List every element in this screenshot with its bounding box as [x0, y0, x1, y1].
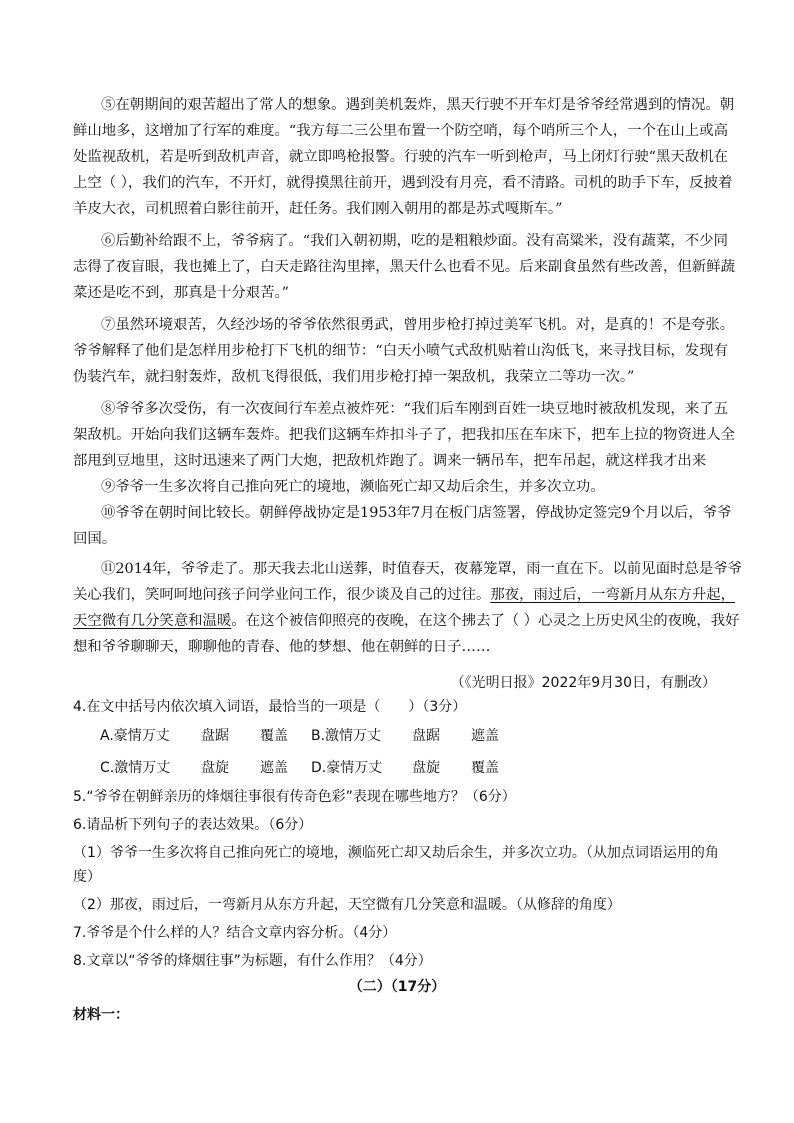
p5-line-4: 上空（ ），我们的汽车，不开灯，就得摸黑往前开，遇到没有月亮，看不清路。司机的助手下车，反披着	[73, 175, 733, 191]
p10-line-1: ⑩爷爷在朝时间比较长。朝鲜停战协定是1953年7月在板门店签署，停战协定签完9个月以后，爷爷	[101, 505, 732, 521]
question-6-sentence-1: （1）爷爷一生多次将自己推向死亡的境地，濒临死亡却又劫后余生，并多次立功。（从加点词语运用的角	[73, 845, 719, 861]
p5-line-1: ⑤在朝期间的艰苦超出了常人的想象。遇到美机轰炸，黑天行驶不开车灯是爷爷经常遇到的情况。朝	[101, 97, 735, 113]
q4-option-c-2: 盘旋	[201, 760, 229, 776]
q4-option-d-2: 盘旋	[412, 760, 440, 776]
article-source: （《光明日报》2022年9月30日，有删改）	[450, 675, 716, 691]
p7-line-2: 爷爷解释了他们是怎样用步枪打下飞机的细节：“白天小喷气式敌机贴着山沟低飞，来寻找目标，发现有	[73, 343, 728, 359]
question-5: 5.“爷爷在朝鲜亲历的烽烟往事很有传奇色彩”表现在哪些地方？（6分）	[73, 789, 516, 805]
p7-line-1: ⑦虽然环境艰苦，久经沙场的爷爷依然很勇武，曾用步枪打掉过美军飞机。对，是真的！不是夸张。	[101, 317, 735, 333]
question-6-sentence-1-cont: 度）	[73, 869, 101, 885]
p9-line: ⑨爷爷一生多次将自己推向死亡的境地，濒临死亡却又劫后余生，并多次立功。	[101, 479, 605, 495]
q4-option-d-3: 覆盖	[471, 760, 499, 776]
p5-line-2: 鲜山地多，这增加了行军的难度。“我方每二三公里布置一个防空哨，每个哨所三个人，一个在山上或高	[73, 123, 728, 139]
question-7: 7.爷爷是个什么样的人？结合文章内容分析。（4分）	[73, 925, 397, 941]
q4-option-d-1: D.豪情万丈	[311, 760, 383, 776]
p10-line-2: 回国。	[73, 531, 117, 547]
p5-line-3: 处监视敌机，若是听到敌机声音，就立即鸣枪报警。行驶的汽车一听到枪声，马上闭灯行驶“黑天敌机在	[73, 149, 728, 165]
p6-line-1: ⑥后勤补给跟不上，爷爷病了。“我们入朝初期，吃的是粗粮炒面。没有高粱米，没有蔬菜，不少同	[101, 233, 728, 249]
material-label: 材料一：	[73, 1007, 129, 1023]
p11-line-1: ⑪2014年，爷爷走了。那天我去北山送葬，时值春天，夜幕笼罩，雨一直在下。以前见面时总是爷爷	[101, 561, 743, 577]
q4-option-a-1: A.豪情万丈	[100, 728, 170, 744]
question-4-stem: 4.在文中括号内依次填入词语，最恰当的一项是（ ）（3分）	[73, 699, 467, 715]
p11-line-2-underlined: 那夜，雨过后，一弯新月从东方升起，	[490, 587, 735, 603]
p6-line-2: 志得了夜盲眼，我也摊上了，白天走路往沟里摔，黑天什么也看不见。后来副食虽然有些改善，但新鲜蔬	[73, 259, 735, 275]
q4-option-b-3: 遮盖	[471, 728, 499, 744]
q4-option-c-3: 遮盖	[260, 760, 288, 776]
p8-line-3: 部甩到豆地里，这时迅速来了两门大炮，把敌机炸跑了。调来一辆吊车，把车吊起，就这样我才出来	[73, 453, 707, 469]
q4-option-b-1: B.激情万丈	[311, 728, 382, 744]
q4-option-b-2: 盘踞	[412, 728, 440, 744]
p11-line-3-underlined: 天空微有几分笑意和温暖	[73, 613, 232, 629]
q4-option-a-2: 盘踞	[201, 728, 229, 744]
question-8: 8.文章以“爷爷的烽烟往事”为标题，有什么作用？（4分）	[73, 953, 432, 969]
section-heading: （二）（17分）	[348, 979, 446, 995]
question-6-sentence-2: （2）那夜，雨过后，一弯新月从东方升起，天空微有几分笑意和温暖。（从修辞的角度）	[73, 897, 621, 913]
p7-line-3: 伪装汽车，就扫射轰炸，敌机飞得很低，我们用步枪打掉一架敌机，我荣立二等功一次。”	[73, 369, 635, 385]
p11-line-4: 想和爷爷聊聊天，聊聊他的青春、他的梦想、他在朝鲜的日子……	[73, 639, 491, 655]
q4-option-c-1: C.激情万丈	[100, 760, 171, 776]
p6-line-3: 菜还是吃不到，那真是十分艰苦。”	[73, 285, 290, 301]
p11-line-3-plain: 。在这个被信仰照亮的夜晚，在这个拂去了（ ）心灵之上历史风尘的夜晚，我好	[231, 613, 740, 629]
p5-line-5: 羊皮大衣，司机照着白影往前开，赶任务。我们刚入朝用的都是苏式嘎斯车。”	[73, 201, 563, 217]
p8-line-2: 架敌机。开始向我们这辆车轰炸。把我们这辆车炸扣斗子了，把我扣压在车床下，把车上拉的物资进人全	[73, 427, 735, 443]
question-6-stem: 6.请品析下列句子的表达效果。（6分）	[73, 817, 313, 833]
p8-line-1: ⑧爷爷多次受伤，有一次夜间行车差点被炸死：“我们后车刚到百姓一块豆地时被敌机发现，来了五	[101, 401, 728, 417]
p11-line-2	[73, 583, 735, 607]
p11-line-3	[73, 609, 740, 633]
p11-line-2-plain: 关心我们，笑呵呵地问孩子问学业问工作，很少谈及自己的过往。	[73, 587, 491, 603]
q4-option-a-3: 覆盖	[260, 728, 288, 744]
